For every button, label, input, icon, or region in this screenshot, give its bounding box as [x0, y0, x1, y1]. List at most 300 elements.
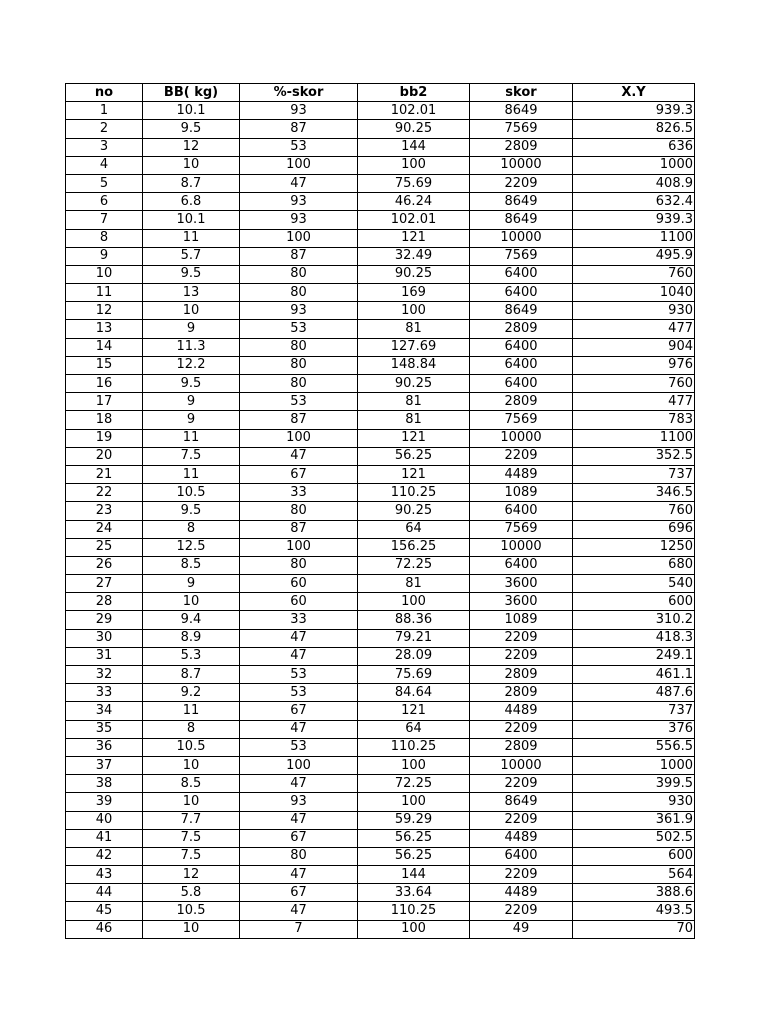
cell-xy: 461.1: [573, 666, 695, 684]
table-row: [66, 447, 695, 465]
cell-percent-skor: 93: [240, 193, 358, 211]
cell-skor: 6400: [470, 338, 573, 356]
cell-percent-skor: 100: [240, 756, 358, 774]
cell-skor: 2209: [470, 902, 573, 920]
cell-no: 19: [66, 429, 143, 447]
cell-no: 42: [66, 847, 143, 865]
cell-no: 20: [66, 447, 143, 465]
cell-bb2: 110.25: [358, 738, 470, 756]
cell-xy: 636: [573, 138, 695, 156]
cell-skor: 2209: [470, 720, 573, 738]
cell-skor: 3600: [470, 575, 573, 593]
cell-skor: 6400: [470, 284, 573, 302]
cell-bb-kg: 9.5: [143, 502, 240, 520]
cell-xy: 388.6: [573, 884, 695, 902]
header-no: no: [66, 84, 143, 102]
cell-xy: 540: [573, 575, 695, 593]
table-row: [66, 138, 695, 156]
cell-bb-kg: 10.5: [143, 484, 240, 502]
cell-bb-kg: 8: [143, 720, 240, 738]
cell-bb2: 102.01: [358, 102, 470, 120]
cell-no: 21: [66, 465, 143, 483]
cell-no: 17: [66, 393, 143, 411]
table-row: [66, 793, 695, 811]
cell-bb2: 81: [358, 411, 470, 429]
cell-skor: 8649: [470, 302, 573, 320]
cell-no: 4: [66, 156, 143, 174]
cell-no: 13: [66, 320, 143, 338]
cell-skor: 2209: [470, 174, 573, 192]
cell-percent-skor: 53: [240, 393, 358, 411]
cell-no: 29: [66, 611, 143, 629]
header-bb2: bb2: [358, 84, 470, 102]
cell-percent-skor: 60: [240, 593, 358, 611]
table-row: [66, 193, 695, 211]
cell-no: 30: [66, 629, 143, 647]
cell-percent-skor: 93: [240, 211, 358, 229]
cell-xy: 376: [573, 720, 695, 738]
cell-xy: 939.3: [573, 211, 695, 229]
cell-skor: 2809: [470, 738, 573, 756]
cell-skor: 10000: [470, 756, 573, 774]
cell-percent-skor: 87: [240, 120, 358, 138]
cell-bb-kg: 8.7: [143, 666, 240, 684]
cell-bb2: 121: [358, 229, 470, 247]
table-row: [66, 302, 695, 320]
cell-bb2: 56.25: [358, 847, 470, 865]
table-row: [66, 720, 695, 738]
cell-bb2: 32.49: [358, 247, 470, 265]
cell-bb2: 110.25: [358, 902, 470, 920]
cell-bb-kg: 9.4: [143, 611, 240, 629]
data-table: [65, 83, 695, 939]
table-row: [66, 502, 695, 520]
cell-bb-kg: 9: [143, 411, 240, 429]
cell-bb-kg: 7.5: [143, 447, 240, 465]
cell-xy: 502.5: [573, 829, 695, 847]
cell-bb-kg: 10.5: [143, 738, 240, 756]
cell-percent-skor: 80: [240, 265, 358, 283]
cell-no: 8: [66, 229, 143, 247]
header-xy: X.Y: [573, 84, 695, 102]
cell-xy: 826.5: [573, 120, 695, 138]
cell-no: 15: [66, 356, 143, 374]
table-row: [66, 556, 695, 574]
cell-percent-skor: 100: [240, 429, 358, 447]
cell-bb2: 59.29: [358, 811, 470, 829]
cell-no: 33: [66, 684, 143, 702]
cell-bb-kg: 8.5: [143, 775, 240, 793]
cell-bb2: 148.84: [358, 356, 470, 374]
cell-no: 7: [66, 211, 143, 229]
cell-xy: 310.2: [573, 611, 695, 629]
cell-bb-kg: 7.5: [143, 847, 240, 865]
cell-no: 12: [66, 302, 143, 320]
cell-xy: 487.6: [573, 684, 695, 702]
cell-xy: 783: [573, 411, 695, 429]
cell-percent-skor: 60: [240, 575, 358, 593]
header-percent-skor: %-skor: [240, 84, 358, 102]
cell-percent-skor: 67: [240, 884, 358, 902]
table-row: [66, 465, 695, 483]
cell-bb-kg: 5.3: [143, 647, 240, 665]
cell-bb-kg: 8: [143, 520, 240, 538]
cell-skor: 10000: [470, 156, 573, 174]
cell-percent-skor: 100: [240, 229, 358, 247]
table-row: [66, 520, 695, 538]
cell-no: 43: [66, 866, 143, 884]
cell-xy: 1100: [573, 229, 695, 247]
cell-bb-kg: 9.5: [143, 265, 240, 283]
cell-xy: 600: [573, 847, 695, 865]
cell-bb-kg: 9: [143, 320, 240, 338]
table-row: [66, 702, 695, 720]
cell-bb-kg: 8.7: [143, 174, 240, 192]
cell-xy: 930: [573, 793, 695, 811]
cell-bb-kg: 9: [143, 575, 240, 593]
cell-percent-skor: 93: [240, 102, 358, 120]
cell-bb-kg: 10: [143, 593, 240, 611]
cell-xy: 939.3: [573, 102, 695, 120]
cell-skor: 6400: [470, 556, 573, 574]
cell-skor: 2809: [470, 320, 573, 338]
cell-bb-kg: 11: [143, 702, 240, 720]
table-row: [66, 211, 695, 229]
table-row: [66, 102, 695, 120]
table-row: [66, 174, 695, 192]
table-row: [66, 629, 695, 647]
header-bb-kg: BB( kg): [143, 84, 240, 102]
table-row: [66, 611, 695, 629]
table-row: [66, 320, 695, 338]
cell-skor: 4489: [470, 884, 573, 902]
cell-xy: 477: [573, 320, 695, 338]
cell-bb-kg: 12.5: [143, 538, 240, 556]
table-row: [66, 156, 695, 174]
table-row: [66, 647, 695, 665]
table-row: [66, 338, 695, 356]
cell-skor: 10000: [470, 229, 573, 247]
cell-xy: 930: [573, 302, 695, 320]
cell-bb2: 121: [358, 429, 470, 447]
cell-bb2: 81: [358, 575, 470, 593]
cell-bb-kg: 10.1: [143, 211, 240, 229]
cell-skor: 8649: [470, 793, 573, 811]
cell-no: 25: [66, 538, 143, 556]
cell-xy: 680: [573, 556, 695, 574]
cell-bb2: 64: [358, 520, 470, 538]
cell-percent-skor: 80: [240, 502, 358, 520]
table-row: [66, 756, 695, 774]
cell-bb2: 102.01: [358, 211, 470, 229]
cell-bb2: 100: [358, 920, 470, 938]
cell-bb2: 56.25: [358, 829, 470, 847]
cell-percent-skor: 80: [240, 375, 358, 393]
cell-percent-skor: 53: [240, 738, 358, 756]
cell-percent-skor: 47: [240, 775, 358, 793]
cell-skor: 3600: [470, 593, 573, 611]
cell-no: 38: [66, 775, 143, 793]
cell-no: 46: [66, 920, 143, 938]
cell-no: 14: [66, 338, 143, 356]
cell-percent-skor: 47: [240, 629, 358, 647]
table-row: [66, 811, 695, 829]
cell-bb2: 90.25: [358, 265, 470, 283]
table-row: [66, 920, 695, 938]
cell-bb-kg: 10: [143, 756, 240, 774]
cell-bb-kg: 12: [143, 138, 240, 156]
cell-bb2: 64: [358, 720, 470, 738]
cell-percent-skor: 53: [240, 138, 358, 156]
table-row: [66, 120, 695, 138]
cell-no: 32: [66, 666, 143, 684]
cell-bb2: 121: [358, 702, 470, 720]
table-row: [66, 847, 695, 865]
cell-xy: 408.9: [573, 174, 695, 192]
cell-no: 10: [66, 265, 143, 283]
cell-percent-skor: 67: [240, 702, 358, 720]
cell-xy: 696: [573, 520, 695, 538]
cell-xy: 904: [573, 338, 695, 356]
table-row: [66, 429, 695, 447]
cell-bb2: 156.25: [358, 538, 470, 556]
cell-bb2: 100: [358, 793, 470, 811]
cell-skor: 7569: [470, 120, 573, 138]
cell-no: 34: [66, 702, 143, 720]
cell-bb-kg: 11: [143, 465, 240, 483]
cell-bb-kg: 10.1: [143, 102, 240, 120]
cell-percent-skor: 93: [240, 302, 358, 320]
cell-skor: 6400: [470, 847, 573, 865]
cell-percent-skor: 53: [240, 666, 358, 684]
cell-bb2: 100: [358, 302, 470, 320]
cell-xy: 632.4: [573, 193, 695, 211]
table-row: [66, 666, 695, 684]
cell-bb-kg: 9.2: [143, 684, 240, 702]
cell-bb-kg: 10: [143, 793, 240, 811]
cell-xy: 1100: [573, 429, 695, 447]
cell-bb2: 144: [358, 866, 470, 884]
cell-no: 1: [66, 102, 143, 120]
cell-bb-kg: 12.2: [143, 356, 240, 374]
cell-no: 26: [66, 556, 143, 574]
cell-bb2: 127.69: [358, 338, 470, 356]
cell-bb2: 79.21: [358, 629, 470, 647]
table-row: [66, 393, 695, 411]
cell-bb2: 56.25: [358, 447, 470, 465]
cell-percent-skor: 33: [240, 484, 358, 502]
table-row: [66, 593, 695, 611]
cell-bb-kg: 6.8: [143, 193, 240, 211]
cell-bb-kg: 10: [143, 302, 240, 320]
table-row: [66, 229, 695, 247]
table-row: [66, 247, 695, 265]
cell-skor: 4489: [470, 702, 573, 720]
cell-percent-skor: 80: [240, 284, 358, 302]
cell-bb2: 144: [358, 138, 470, 156]
cell-xy: 477: [573, 393, 695, 411]
cell-skor: 7569: [470, 411, 573, 429]
cell-no: 2: [66, 120, 143, 138]
table-row: [66, 884, 695, 902]
cell-percent-skor: 87: [240, 411, 358, 429]
cell-xy: 399.5: [573, 775, 695, 793]
cell-percent-skor: 93: [240, 793, 358, 811]
cell-xy: 737: [573, 702, 695, 720]
cell-xy: 760: [573, 375, 695, 393]
cell-bb-kg: 10: [143, 920, 240, 938]
cell-skor: 4489: [470, 829, 573, 847]
cell-no: 41: [66, 829, 143, 847]
cell-skor: 6400: [470, 356, 573, 374]
cell-no: 35: [66, 720, 143, 738]
cell-skor: 7569: [470, 520, 573, 538]
cell-percent-skor: 47: [240, 866, 358, 884]
cell-percent-skor: 87: [240, 247, 358, 265]
table-row: [66, 265, 695, 283]
cell-no: 28: [66, 593, 143, 611]
cell-percent-skor: 47: [240, 811, 358, 829]
cell-percent-skor: 47: [240, 647, 358, 665]
cell-bb2: 110.25: [358, 484, 470, 502]
cell-xy: 361.9: [573, 811, 695, 829]
cell-bb2: 100: [358, 593, 470, 611]
cell-skor: 2809: [470, 666, 573, 684]
cell-bb-kg: 11.3: [143, 338, 240, 356]
cell-skor: 6400: [470, 265, 573, 283]
cell-bb-kg: 10.5: [143, 902, 240, 920]
cell-skor: 2209: [470, 447, 573, 465]
cell-xy: 600: [573, 593, 695, 611]
cell-bb-kg: 11: [143, 429, 240, 447]
cell-xy: 760: [573, 265, 695, 283]
cell-bb2: 28.09: [358, 647, 470, 665]
cell-skor: 1089: [470, 484, 573, 502]
cell-bb2: 75.69: [358, 666, 470, 684]
cell-no: 3: [66, 138, 143, 156]
cell-no: 18: [66, 411, 143, 429]
cell-bb2: 100: [358, 156, 470, 174]
cell-bb2: 46.24: [358, 193, 470, 211]
cell-no: 16: [66, 375, 143, 393]
cell-skor: 2209: [470, 647, 573, 665]
cell-bb2: 90.25: [358, 375, 470, 393]
cell-skor: 10000: [470, 429, 573, 447]
cell-skor: 1089: [470, 611, 573, 629]
cell-percent-skor: 67: [240, 465, 358, 483]
cell-no: 6: [66, 193, 143, 211]
cell-skor: 8649: [470, 193, 573, 211]
cell-bb-kg: 5.7: [143, 247, 240, 265]
cell-bb-kg: 10: [143, 156, 240, 174]
cell-bb-kg: 11: [143, 229, 240, 247]
cell-xy: 737: [573, 465, 695, 483]
cell-bb-kg: 8.9: [143, 629, 240, 647]
table-row: [66, 866, 695, 884]
cell-percent-skor: 100: [240, 156, 358, 174]
cell-bb2: 72.25: [358, 556, 470, 574]
cell-bb-kg: 8.5: [143, 556, 240, 574]
cell-percent-skor: 7: [240, 920, 358, 938]
cell-bb2: 72.25: [358, 775, 470, 793]
table-row: [66, 738, 695, 756]
cell-bb-kg: 7.5: [143, 829, 240, 847]
cell-percent-skor: 80: [240, 556, 358, 574]
cell-xy: 249.1: [573, 647, 695, 665]
cell-no: 24: [66, 520, 143, 538]
cell-xy: 976: [573, 356, 695, 374]
table-row: [66, 356, 695, 374]
cell-bb-kg: 7.7: [143, 811, 240, 829]
cell-bb2: 81: [358, 320, 470, 338]
cell-skor: 2209: [470, 866, 573, 884]
cell-xy: 493.5: [573, 902, 695, 920]
cell-xy: 70: [573, 920, 695, 938]
cell-percent-skor: 80: [240, 847, 358, 865]
cell-bb2: 169: [358, 284, 470, 302]
cell-xy: 495.9: [573, 247, 695, 265]
cell-xy: 418.3: [573, 629, 695, 647]
header-skor: skor: [470, 84, 573, 102]
cell-skor: 8649: [470, 102, 573, 120]
cell-skor: 2809: [470, 138, 573, 156]
cell-xy: 1000: [573, 156, 695, 174]
cell-skor: 10000: [470, 538, 573, 556]
table-row: [66, 775, 695, 793]
cell-no: 22: [66, 484, 143, 502]
cell-xy: 1250: [573, 538, 695, 556]
cell-no: 40: [66, 811, 143, 829]
cell-percent-skor: 47: [240, 902, 358, 920]
cell-bb2: 100: [358, 756, 470, 774]
cell-bb2: 75.69: [358, 174, 470, 192]
table-body: [66, 102, 695, 939]
table-row: [66, 375, 695, 393]
cell-percent-skor: 47: [240, 174, 358, 192]
table-row: [66, 284, 695, 302]
cell-percent-skor: 53: [240, 684, 358, 702]
cell-percent-skor: 47: [240, 447, 358, 465]
cell-bb-kg: 13: [143, 284, 240, 302]
cell-percent-skor: 53: [240, 320, 358, 338]
cell-xy: 556.5: [573, 738, 695, 756]
table-row: [66, 684, 695, 702]
cell-no: 44: [66, 884, 143, 902]
cell-percent-skor: 80: [240, 356, 358, 374]
cell-skor: 4489: [470, 465, 573, 483]
cell-xy: 564: [573, 866, 695, 884]
table-header-row: [66, 84, 695, 102]
table-row: [66, 411, 695, 429]
cell-bb2: 90.25: [358, 502, 470, 520]
cell-no: 31: [66, 647, 143, 665]
cell-bb-kg: 9.5: [143, 120, 240, 138]
cell-percent-skor: 100: [240, 538, 358, 556]
cell-xy: 760: [573, 502, 695, 520]
cell-skor: 2209: [470, 811, 573, 829]
cell-bb-kg: 5.8: [143, 884, 240, 902]
table-row: [66, 902, 695, 920]
cell-skor: 49: [470, 920, 573, 938]
cell-no: 5: [66, 174, 143, 192]
cell-xy: 352.5: [573, 447, 695, 465]
cell-skor: 8649: [470, 211, 573, 229]
cell-percent-skor: 80: [240, 338, 358, 356]
cell-skor: 7569: [470, 247, 573, 265]
cell-bb-kg: 9.5: [143, 375, 240, 393]
cell-xy: 1040: [573, 284, 695, 302]
cell-no: 27: [66, 575, 143, 593]
